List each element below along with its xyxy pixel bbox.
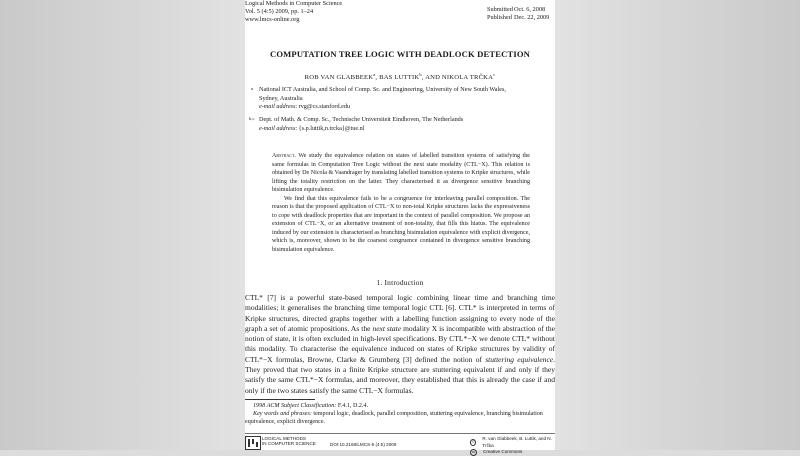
license-block xyxy=(470,436,555,456)
affiliation-a-line2: Sydney, Australia xyxy=(259,94,303,102)
logo-line-1: LOGICAL METHODS xyxy=(262,436,306,441)
keywords-value: temporal logic, deadlock, parallel composition, stuttering equivalence, branching bisimulation equivalence, explicit divergence. xyxy=(245,411,543,426)
submitted-label: Submitted xyxy=(487,6,513,13)
journal-name: Logical Methods in Computer Science xyxy=(245,0,343,7)
journal-volume: Vol. 5 (4:5) 2009, pp. 1–24 xyxy=(245,8,314,15)
keywords xyxy=(245,410,555,426)
affiliation-bc xyxy=(249,116,555,133)
acm-classification xyxy=(245,402,555,410)
abstract xyxy=(272,152,530,254)
creative-commons-icon: cc xyxy=(471,450,476,454)
lmcs-logo-icon xyxy=(245,436,261,450)
author-2-mark: b xyxy=(419,72,422,77)
right-background xyxy=(555,0,800,450)
logo-line-2: IN COMPUTER SCIENCE xyxy=(262,441,316,447)
published-date: Dec. 22, 2009 xyxy=(514,14,550,21)
affiliation-a-email xyxy=(259,103,555,112)
intro-text-3: . They proved that two states in a finite Kripke structure are stuttering equivalent if and only if they satisfy the same CTL*−X formulas, and moreover, they established that this is already the case if and only if the two states satisfy the same CTL−X formulas. xyxy=(245,354,555,395)
intro-text-2: modality X is incompatible with abstraction of the notion of state, it is often excluded in high-level specifications. By CTL*−X we denote CTL* without this modality. To characterise the equivalence induced on states of Kripke structures by validity of CTL*−X formulas, Browne, Clarke & Grumberg [3] defined the notion of xyxy=(245,323,555,364)
doi[interactable]: DOI:10.2168/LMCS-5 (4:5) 2009 xyxy=(330,442,397,447)
author-list xyxy=(245,72,555,81)
submitted-date: Oct. 6, 2008 xyxy=(514,6,546,13)
email-label: e-mail address xyxy=(259,124,296,132)
intro-body xyxy=(245,293,555,396)
abstract-paragraph-2: We find that this equivalence fails to be a congruence for interleaving parallel composition. The reason is that the proposed application of CTL−X to non-total Kripke structures lacks the expressiveness to cope with deadlock properties that are important in the context of parallel composition. We propose an extension of CTL−X, or an alternative treatment of non-totality, that fills this hiatus. The equivalence induced by our extension is characterised as branching bisimulation equivalence with explicit divergence, which is, moreover, shown to be the coarsest congruence contained in divergence sensitive branching bisimulation equivalence. xyxy=(272,195,530,253)
paper-title: COMPUTATION TREE LOGIC WITH DEADLOCK DETECTION xyxy=(269,49,531,59)
footnote-rule xyxy=(245,399,315,400)
affiliation-bc-email xyxy=(259,125,555,134)
dates-header xyxy=(487,6,549,22)
copyright-holders: R. van Glabbeek, B. Luttik, and N. Trčka xyxy=(482,436,552,448)
author-3-mark: c xyxy=(493,72,496,77)
published-row xyxy=(487,14,549,22)
keywords-label: Key words and phrases: xyxy=(253,411,312,418)
acm-value: F.4.1, D.2.4. xyxy=(336,403,369,409)
affiliation-a xyxy=(251,86,555,112)
license-name[interactable]: Creative Commons xyxy=(483,449,523,455)
copyright-icon: © xyxy=(471,440,475,444)
abstract-paragraph-1 xyxy=(272,152,530,195)
license-row xyxy=(470,449,555,456)
affiliation-bc-mark: b,c xyxy=(249,116,255,121)
section-heading: 1. Introduction xyxy=(376,278,424,287)
email-label: e-mail address xyxy=(259,103,296,111)
affiliation-a-line1: National ICT Australia, and School of Comp. Sc. and Engineering, University of New South Wales, xyxy=(259,86,506,93)
email-address[interactable]: : rvg@cs.stanford.edu xyxy=(295,103,351,111)
paper-page xyxy=(245,0,555,455)
author-1: ROB VAN GLABBEEK xyxy=(304,74,374,82)
affiliation-a-mark: a xyxy=(251,86,254,91)
intro-next-state: next state xyxy=(372,323,402,333)
email-address[interactable]: : {s.p.luttik,n.trcka}@tue.nl xyxy=(295,124,365,132)
left-background xyxy=(0,0,245,450)
author-2: , BAS LUTTIK xyxy=(375,74,420,82)
author-1-mark: a xyxy=(373,72,376,77)
journal-header xyxy=(245,0,342,24)
affiliation-bc-line1: Dept. of Math. & Comp. Sc., Technische Universiteit Eindhoven, The Netherlands xyxy=(259,116,464,123)
intro-stuttering: stuttering equivalence xyxy=(485,354,554,364)
intro-paragraph xyxy=(245,293,555,396)
intro-text-1: CTL* [7] is a powerful state-based temporal logic combining linear time and branching time modalities; it generalises the branching time temporal logic CTL [6]. CTL* is interpreted in terms of Kripke structures, directed graphs together with a labelling function assigning to every node of the graph a set of atomic propositions. As the xyxy=(245,293,555,333)
published-label: Published xyxy=(487,14,512,21)
abstract-text-1: We study the equivalence relation on states of labelled transition systems of satisfying the same formulas in Computation Tree Logic without the next state modality (CTL−X). This relation is obtained by De Nicola & Vaandrager by translating labelled transition systems to Kripke structures, while lifting the totality restriction on the latter. They characterised it as divergence sensitive branching bisimulation equivalence. xyxy=(272,153,530,193)
footnote xyxy=(245,402,555,427)
journal-site[interactable]: www.lmcs-online.org xyxy=(245,16,300,23)
acm-label: 1998 ACM Subject Classification: xyxy=(253,403,337,409)
copyright-row xyxy=(470,436,555,449)
lmcs-logo-text xyxy=(262,436,316,446)
submitted-row xyxy=(487,6,549,14)
author-3: , AND NIKOLA TRČKA xyxy=(421,74,494,82)
footer-rule xyxy=(245,433,555,434)
abstract-label: Abstract. xyxy=(272,153,296,159)
